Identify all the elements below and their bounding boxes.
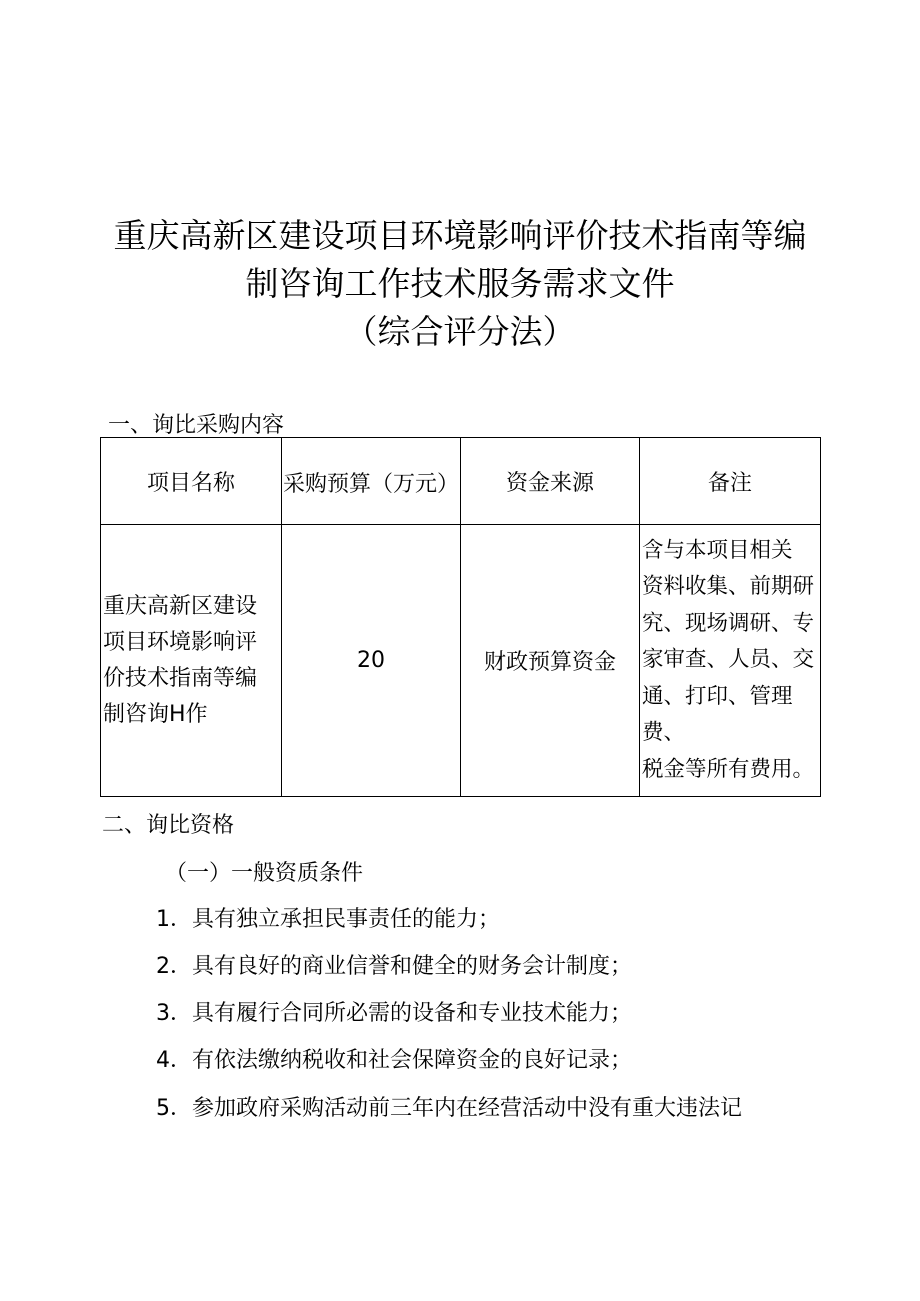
header-remarks: 备注	[640, 438, 821, 525]
cell-budget: 20	[282, 525, 461, 797]
table-row	[101, 525, 821, 797]
cell-project-name	[101, 525, 282, 797]
header-budget: 采购预算（万元）	[282, 438, 461, 525]
section-heading-qualifications: 二、询比资格	[102, 813, 235, 838]
project-name-line: 重庆高新区建设	[103, 593, 258, 619]
procurement-table	[100, 437, 821, 797]
cell-fund-source: 财政预算资金	[461, 525, 640, 797]
header-project-name: 项目名称	[101, 438, 282, 525]
header-fund-source: 资金来源	[461, 438, 640, 525]
section-heading-procurement-content: 一、询比采购内容	[108, 413, 285, 438]
list-item: 3．具有履行合同所必需的设备和专业技术能力；	[156, 1001, 632, 1026]
list-item: 5．参加政府采购活动前三年内在经营活动中没有重大违法记	[156, 1096, 742, 1121]
project-name-line: 项目环境影响评	[103, 629, 258, 655]
project-name-line: 制咨询H作	[103, 701, 208, 727]
table-header-row	[101, 438, 821, 525]
remarks-line: 究、现场调研、专	[642, 610, 815, 636]
remarks-line: 含与本项目相关	[642, 537, 793, 563]
remarks-line: 资料收集、前期研	[642, 574, 815, 600]
document-title-method: （综合评分法）	[344, 312, 576, 351]
subheading-general-qualifications: （一）一般资质条件	[165, 861, 364, 886]
list-item: 4．有依法缴纳税收和社会保障资金的良好记录；	[156, 1048, 632, 1073]
list-item: 2．具有良好的商业信誉和健全的财务会计制度；	[156, 954, 632, 979]
remarks-line: 通、打印、管理费、	[642, 683, 793, 746]
list-item: 1．具有独立承担民事责任的能力；	[156, 907, 500, 932]
document-title-line-2: 制咨询工作技术服务需求文件	[245, 264, 675, 303]
remarks-line: 税金等所有费用。	[642, 756, 815, 782]
cell-remarks	[640, 525, 821, 797]
document-title-line-1: 重庆高新区建设项目环境影响评价技术指南等编	[113, 216, 807, 255]
remarks-line: 家审查、人员、交	[642, 647, 815, 673]
project-name-line: 价技术指南等编	[103, 665, 258, 691]
